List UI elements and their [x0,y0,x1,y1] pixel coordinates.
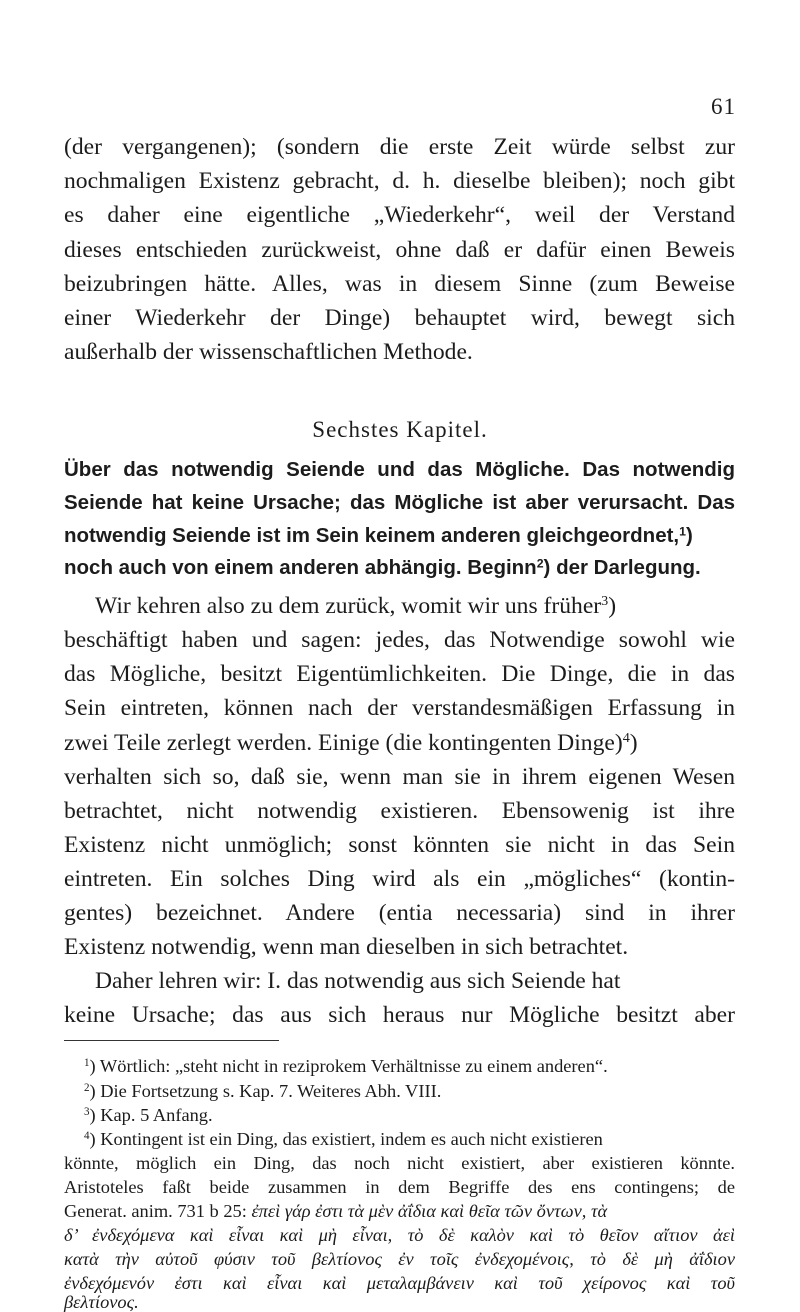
page-number: 61 [711,94,736,119]
footnote-line: Generat. anim. 731 b 25: ἐπεὶ γάρ ἐστι τὰ μὲν ἀΐδια καὶ θεῖα τῶν ὄντων, τὰ [64,1201,608,1221]
heading-line: Seiende hat keine Ursache; das Mögliche ist aber verursacht. Das [64,491,735,514]
text-line: gentes) bezeichnet. Andere (entia necessaria) sind in ihrer [64,900,735,926]
text-line: Wir kehren also zu dem zurück, womit wir uns früher$^3$) [95,593,617,619]
text-line: (der vergangenen); (sondern die erste Zeit würde selbst zur [64,134,735,160]
text-line: Existenz nicht unmöglich; sonst könnten sie nicht in das Sein [64,832,735,858]
heading-line: noch auch von einem anderen abhängig. Beginn$^2$) der Darlegung. [64,556,701,579]
text-line: beschäftigt haben und sagen: jedes, das Notwendige sowohl wie [64,627,735,653]
text-line: Daher lehren wir: I. das notwendig aus sich Seiende hat [95,968,621,994]
text-line: beizubringen hätte. Alles, was in diesem Sinne (zum Beweise [64,271,735,297]
text-line: Sein eintreten, können nach der verstandesmäßigen Erfassung in [64,695,735,721]
text-line: keine Ursache; das aus sich heraus nur Mögliche besitzt aber [64,1002,735,1028]
text-line: eintreten. Ein solches Ding wird als ein „mögliches“ (kontin- [64,866,735,892]
footnote-ref: 3 [601,593,609,610]
footnote-rule [64,1040,279,1041]
greek-quote-line: βελτίονος. [64,1292,139,1312]
text-line: einer Wiederkehr der Dinge) behauptet wird, bewegt sich [64,305,735,331]
greek-quote-line: ἐνδεχόμενόν ἐστι καὶ εἶναι καὶ μεταλαμβάνειν καὶ τοῦ χείρονος καὶ τοῦ [64,1273,735,1293]
footnote: $^2$) Die Fortsetzung s. Kap. 7. Weiteres Abh. VIII. [84,1081,442,1101]
text-line: es daher eine eigentliche „Wiederkehr“, weil der Verstand [64,202,735,228]
footnote-line: Aristoteles faßt beide zusammen in dem Begriffe des ens contingens; de [64,1177,735,1197]
text-line: verhalten sich so, daß sie, wenn man sie in ihrem eigenen Wesen [64,764,735,790]
text-line: nochmaligen Existenz gebracht, d. h. dieselbe bleiben); noch gibt [64,168,735,194]
chapter-title: Sechstes Kapitel. [312,417,488,442]
footnote: $^1$) Wörtlich: „steht nicht in reziprokem Verhältnisse zu einem anderen“. [84,1056,608,1076]
greek-quote: ἐπεὶ γάρ ἐστι τὰ μὲν ἀΐδια καὶ θεῖα τῶν ὄντων, τὰ [251,1201,608,1221]
greek-quote-line: δ’ ἐνδεχόμενα καὶ εἶναι καὶ μὴ εἶναι, τὸ δὲ καλὸν καὶ τὸ θεῖον αἴτιον ἀεὶ [64,1225,735,1245]
text-line: betrachtet, nicht notwendig existieren. Ebensowenig ist ihre [64,798,735,824]
heading-line: notwendig Seiende ist im Sein keinem anderen gleichgeordnet,$^1$) [64,524,693,547]
greek-quote-line: κατὰ τὴν αὐτοῦ φύσιν τοῦ βελτίονος ἐν τοῖς ἐνδεχομένοις, τὸ δὲ μὴ ἀΐδιον [64,1249,735,1269]
text-line: dieses entschieden zurückweist, ohne daß er dafür einen Beweis [64,237,735,263]
footnote-ref: 1 [679,524,686,539]
text-line: das Mögliche, besitzt Eigentümlichkeiten. Die Dinge, die in das [64,661,735,687]
footnote: $^3$) Kap. 5 Anfang. [84,1105,213,1125]
text-line: zwei Teile zerlegt werden. Einige (die kontingenten Dinge)$^4$) [64,730,638,756]
footnote-ref: 2 [536,556,544,571]
footnote-ref: 4 [622,730,630,747]
text-line: Existenz notwendig, wenn man dieselben in sich betrachtet. [64,934,629,960]
text-line: außerhalb der wissenschaftlichen Methode. [64,339,473,365]
footnote: $^4$) Kontingent ist ein Ding, das existiert, indem es auch nicht existieren [84,1129,603,1149]
footnote-line: könnte, möglich ein Ding, das noch nicht existiert, aber existieren könnte. [64,1153,735,1173]
heading-line: Über das notwendig Seiende und das Mögliche. Das notwendig [64,458,735,481]
